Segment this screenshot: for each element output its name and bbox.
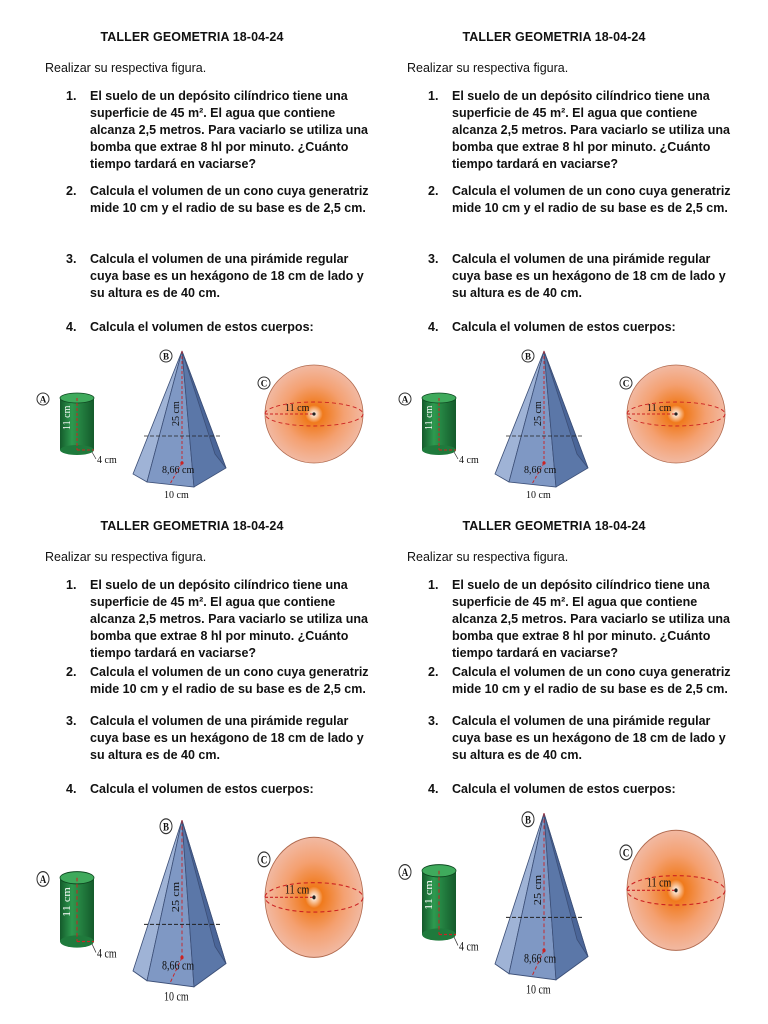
figure-label-b: B — [163, 821, 169, 834]
question-text: El suelo de un depósito cilíndrico tiene una superficie de 45 m². El agua que contiene alcanza 2,5 metros. Para vaciarlo se utiliza una bomba que extrae 8 hl por minuto. ¿Cuánto tiempo tardará en vaciarse? — [452, 578, 730, 660]
question-number: 1. — [428, 578, 439, 592]
sphere-figure — [258, 365, 363, 463]
pyramid-height-label: 25 cm — [171, 401, 182, 426]
cylinder-radius-label: 4 cm — [97, 455, 117, 466]
question-text: Calcula el volumen de una pirámide regular cuya base es un hexágono de 18 cm de lado y su altura es de 40 cm. — [90, 714, 364, 762]
question-number: 1. — [66, 578, 77, 592]
figure-label-c: C — [260, 854, 268, 867]
sphere-figure — [620, 365, 725, 463]
worksheet-top-right — [362, 0, 746, 512]
sphere-radius-label: 11 cm — [285, 403, 310, 414]
cylinder-figure — [37, 393, 117, 466]
figure-label-a: A — [39, 394, 47, 405]
worksheet-instruction: Realizar su respectiva figura. — [45, 61, 207, 75]
question-text: El suelo de un depósito cilíndrico tiene una superficie de 45 m². El agua que contiene alcanza 2,5 metros. Para vaciarlo se utiliza una bomba que extrae 8 hl por minuto. ¿Cuánto tiempo tardará en vaciarse? — [90, 89, 368, 171]
question-number: 4. — [66, 320, 77, 334]
figure-label-b: B — [525, 814, 531, 827]
question-text: Calcula el volumen de estos cuerpos: — [452, 782, 676, 796]
question-number: 2. — [428, 665, 439, 679]
pyramid-side-label: 10 cm — [526, 983, 551, 997]
cylinder-height-label: 11 cm — [423, 880, 435, 910]
sphere-figure — [620, 830, 725, 950]
sphere-radius-label: 11 cm — [647, 876, 672, 890]
question-text: Calcula el volumen de una pirámide regular cuya base es un hexágono de 18 cm de lado y su altura es de 40 cm. — [452, 714, 726, 762]
question-text: Calcula el volumen de un cono cuya generatriz mide 10 cm y el radio de su base es de 2,5 cm. — [90, 184, 369, 215]
question-text: Calcula el volumen de estos cuerpos: — [452, 320, 676, 334]
pyramid-figure — [133, 350, 226, 501]
cylinder-radius-label: 4 cm — [97, 947, 117, 961]
worksheet-bottom-right — [362, 489, 746, 1024]
figure-label-b: B — [162, 351, 170, 362]
question-text: El suelo de un depósito cilíndrico tiene una superficie de 45 m². El agua que contiene alcanza 2,5 metros. Para vaciarlo se utiliza una bomba que extrae 8 hl por minuto. ¿Cuánto tiempo tardará en vaciarse? — [452, 89, 730, 171]
solids-figure — [396, 807, 736, 997]
question-number: 3. — [66, 714, 77, 728]
question-number: 1. — [428, 89, 439, 103]
question-text: Calcula el volumen de un cono cuya generatriz mide 10 cm y el radio de su base es de 2,5 cm. — [90, 665, 369, 696]
worksheet-instruction: Realizar su respectiva figura. — [45, 550, 207, 564]
pyramid-apothem-label: 8,66 cm — [162, 465, 195, 476]
pyramid-side-label: 10 cm — [164, 490, 189, 501]
solids-figure — [396, 346, 736, 501]
pyramid-height-label: 25 cm — [170, 881, 182, 913]
question-number: 4. — [428, 320, 439, 334]
pyramid-figure — [133, 819, 226, 1004]
cylinder-figure — [37, 872, 117, 961]
question-text: Calcula el volumen de una pirámide regular cuya base es un hexágono de 18 cm de lado y su altura es de 40 cm. — [452, 252, 726, 300]
figure-label-a: A — [39, 874, 47, 887]
cylinder-figure — [399, 393, 479, 466]
sphere-figure — [258, 837, 363, 957]
worksheet-bottom-left — [0, 489, 384, 1024]
question-number: 1. — [66, 89, 77, 103]
worksheet-title: TALLER GEOMETRIA 18-04-24 — [100, 519, 284, 533]
pyramid-apothem-label: 8,66 cm — [162, 959, 195, 973]
solids-figure — [34, 346, 374, 501]
cylinder-radius-label: 4 cm — [459, 455, 479, 466]
cylinder-radius-label: 4 cm — [459, 940, 479, 954]
question-text: Calcula el volumen de estos cuerpos: — [90, 320, 314, 334]
figure-label-a: A — [401, 394, 409, 405]
worksheet-title: TALLER GEOMETRIA 18-04-24 — [100, 30, 284, 44]
pyramid-height-label: 25 cm — [532, 874, 544, 906]
figure-label-c: C — [260, 378, 268, 389]
question-number: 2. — [66, 184, 77, 198]
question-text: Calcula el volumen de un cono cuya generatriz mide 10 cm y el radio de su base es de 2,5 cm. — [452, 184, 731, 215]
pyramid-side-label: 10 cm — [526, 490, 551, 501]
cylinder-height-label: 11 cm — [62, 405, 73, 430]
sphere-radius-label: 11 cm — [285, 883, 310, 897]
pyramid-height-label: 25 cm — [533, 401, 544, 426]
pyramid-apothem-label: 8,66 cm — [524, 465, 557, 476]
figure-label-c: C — [622, 847, 630, 860]
cylinder-height-label: 11 cm — [424, 405, 435, 430]
worksheet-instruction: Realizar su respectiva figura. — [407, 61, 569, 75]
question-number: 3. — [428, 252, 439, 266]
pyramid-apothem-label: 8,66 cm — [524, 952, 557, 966]
pyramid-side-label: 10 cm — [164, 990, 189, 1004]
question-number: 3. — [428, 714, 439, 728]
solids-figure — [34, 814, 374, 1004]
figure-label-c: C — [622, 378, 630, 389]
question-number: 2. — [428, 184, 439, 198]
worksheet-title: TALLER GEOMETRIA 18-04-24 — [462, 30, 646, 44]
question-number: 3. — [66, 252, 77, 266]
worksheet-title: TALLER GEOMETRIA 18-04-24 — [462, 519, 646, 533]
figure-label-a: A — [401, 867, 409, 880]
worksheet-top-left — [0, 0, 384, 512]
cylinder-figure — [399, 865, 479, 954]
question-number: 2. — [66, 665, 77, 679]
question-text: El suelo de un depósito cilíndrico tiene una superficie de 45 m². El agua que contiene alcanza 2,5 metros. Para vaciarlo se utiliza una bomba que extrae 8 hl por minuto. ¿Cuánto tiempo tardará en vaciarse? — [90, 578, 368, 660]
figure-label-b: B — [524, 351, 532, 362]
sphere-radius-label: 11 cm — [647, 403, 672, 414]
question-text: Calcula el volumen de un cono cuya generatriz mide 10 cm y el radio de su base es de 2,5 cm. — [452, 665, 731, 696]
pyramid-figure — [495, 350, 588, 501]
question-number: 4. — [66, 782, 77, 796]
question-text: Calcula el volumen de una pirámide regular cuya base es un hexágono de 18 cm de lado y su altura es de 40 cm. — [90, 252, 364, 300]
cylinder-height-label: 11 cm — [61, 887, 73, 917]
question-text: Calcula el volumen de estos cuerpos: — [90, 782, 314, 796]
pyramid-figure — [495, 812, 588, 997]
question-number: 4. — [428, 782, 439, 796]
worksheet-instruction: Realizar su respectiva figura. — [407, 550, 569, 564]
